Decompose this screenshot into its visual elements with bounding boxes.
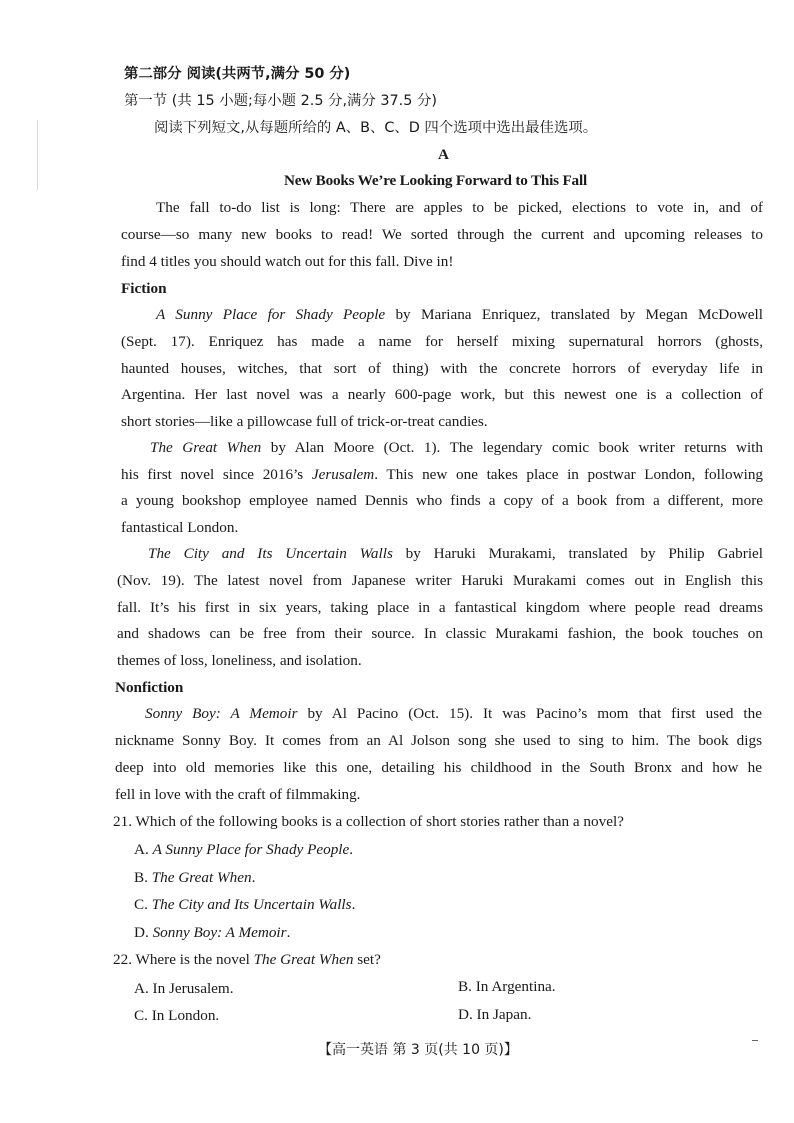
book4-line-1: Sonny Boy: A Memoir by Al Pacino (Oct. 15). It was Pacino’s mom that first used the [145, 705, 762, 722]
book3-title: The City and Its Uncertain Walls [148, 545, 393, 562]
scan-dash-mark [752, 1040, 758, 1041]
question-21-option-c[interactable]: C. The City and Its Uncertain Walls. [134, 896, 356, 913]
book4-title: Sonny Boy: A Memoir [145, 705, 298, 722]
question-21-option-a[interactable]: A. A Sunny Place for Shady People. [134, 841, 354, 858]
book3-line-3: fall. It’s his first in six years, taking place in a fantastical kingdom where people read dreams [117, 599, 763, 616]
question-22-option-b[interactable]: B. In Argentina. [458, 978, 556, 995]
question-22-option-a[interactable]: A. In Jerusalem. [134, 980, 234, 997]
book1-line-3: haunted houses, witches, that sort of thing) with the concrete horrors of everyday life in [121, 360, 763, 377]
section-heading: 第一节 (共 15 小题;每小题 2.5 分,满分 37.5 分) [124, 93, 437, 109]
book4-line-4: fell in love with the craft of filmmaking. [115, 786, 361, 803]
book1-line-1: A Sunny Place for Shady People by Mariana Enriquez, translated by Megan McDowell [156, 306, 763, 323]
book2-line-3: a young bookshop employee named Dennis who finds a copy of a book from a different, more [121, 492, 763, 509]
book3-line-4: and shadows can be free from their source. In classic Murakami fashion, the book touches on [117, 625, 763, 642]
book2-title: The Great When [150, 439, 262, 456]
intro-line-1: The fall to-do list is long: There are apples to be picked, elections to vote in, and of [156, 199, 763, 216]
part-heading: 第二部分 阅读(共两节,满分 50 分) [124, 66, 351, 82]
scan-edge-mark [37, 120, 38, 190]
book1-line-4: Argentina. Her last novel was a nearly 600-page work, but this newest one is a collection of [121, 386, 763, 403]
page-footer: 【高一英语 第 3 页(共 10 页)】 [318, 1042, 518, 1058]
book3-line-5: themes of loss, loneliness, and isolation. [117, 652, 362, 669]
book1-title: A Sunny Place for Shady People [156, 306, 386, 323]
instruction-text: 阅读下列短文,从每题所给的 A、B、C、D 四个选项中选出最佳选项。 [154, 120, 598, 136]
book4-line-3: deep into old memories like this one, detailing his childhood in the South Bronx and how he [115, 759, 762, 776]
passage-label: A [438, 146, 449, 163]
book4-line-2: nickname Sonny Boy. It comes from an Al Jolson song she used to sing to him. The book digs [115, 732, 762, 749]
fiction-heading: Fiction [121, 280, 167, 297]
question-22-stem: 22. Where is the novel The Great When set? [113, 951, 381, 968]
book3-line-2: (Nov. 19). The latest novel from Japanese writer Haruki Murakami comes out in English this [117, 572, 763, 589]
passage-title: New Books We’re Looking Forward to This Fall [284, 172, 587, 189]
intro-line-3: find 4 titles you should watch out for this fall. Dive in! [121, 253, 454, 270]
book2-line-2: his first novel since 2016’s Jerusalem. This new one takes place in postwar London, following [121, 466, 764, 483]
book1-line-5: short stories—like a pillowcase full of trick-or-treat candies. [121, 413, 488, 430]
question-21-option-d[interactable]: D. Sonny Boy: A Memoir. [134, 924, 291, 941]
intro-line-2: course—so many new books to read! We sorted through the current and upcoming releases to [121, 226, 763, 243]
nonfiction-heading: Nonfiction [115, 679, 184, 696]
question-21-stem: 21. Which of the following books is a collection of short stories rather than a novel? [113, 813, 624, 830]
question-22-option-c[interactable]: C. In London. [134, 1007, 220, 1024]
book1-line-2: (Sept. 17). Enriquez has made a name for herself mixing supernatural horrors (ghosts, [121, 333, 763, 350]
book2-line-1: The Great When by Alan Moore (Oct. 1). The legendary comic book writer returns with [150, 439, 763, 456]
question-22-option-d[interactable]: D. In Japan. [458, 1006, 532, 1023]
question-21-option-b[interactable]: B. The Great When. [134, 869, 256, 886]
book3-line-1: The City and Its Uncertain Walls by Haruki Murakami, translated by Philip Gabriel [148, 545, 763, 562]
book2-line-4: fantastical London. [121, 519, 239, 536]
